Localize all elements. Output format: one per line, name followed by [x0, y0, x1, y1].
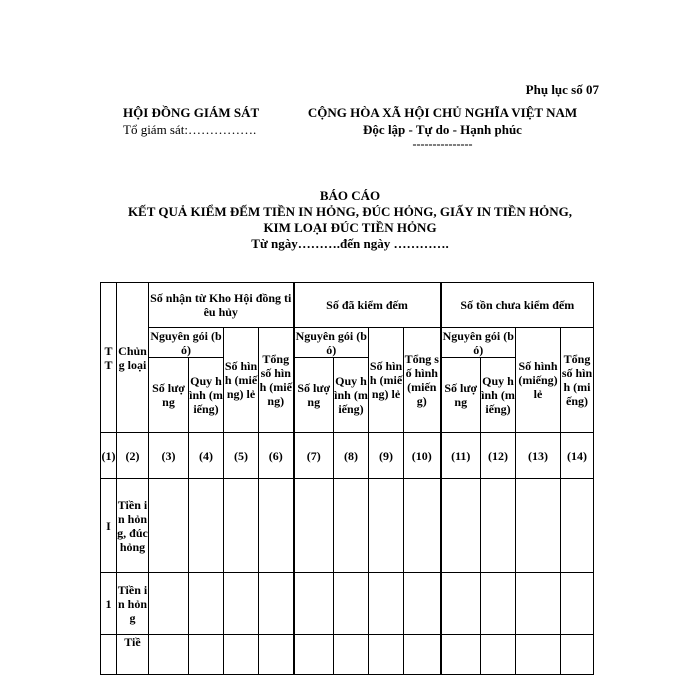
cell — [224, 573, 259, 635]
cell — [516, 479, 561, 573]
remaining-tong-so-hinh: Tổng số hình (miếng) — [561, 328, 594, 433]
report-period: Từ ngày……….đến ngày …………. — [251, 236, 449, 251]
col-number-3: (3) — [149, 433, 189, 479]
nation-name: CỘNG HÒA XÃ HỘI CHỦ NGHĨA VIỆT NAM — [307, 105, 578, 120]
col-number-14: (14) — [561, 433, 594, 479]
cell — [224, 479, 259, 573]
row-type: Tiền in hỏng, đúc hỏng — [117, 479, 149, 573]
cell — [516, 635, 561, 675]
title-line-3: KIM LOẠI ĐÚC TIỀN HỎNG — [263, 220, 437, 235]
cell — [224, 635, 259, 675]
cell — [259, 573, 294, 635]
col-number-9: (9) — [369, 433, 404, 479]
report-table — [100, 282, 594, 675]
col-number-12: (12) — [481, 433, 516, 479]
report-title — [100, 188, 600, 252]
table-row — [101, 573, 594, 635]
national-header — [290, 105, 595, 150]
title-line-1: BÁO CÁO — [319, 188, 381, 203]
cell — [189, 635, 224, 675]
cell — [334, 479, 369, 573]
col-number-10: (10) — [404, 433, 441, 479]
remaining-quy-hinh: Quy hình (miếng) — [481, 358, 516, 433]
table-row — [101, 479, 594, 573]
row-type: Tiền in hỏng — [117, 573, 149, 635]
cell — [369, 479, 404, 573]
cell — [149, 479, 189, 573]
received-quy-hinh: Quy hình (miếng) — [189, 358, 224, 433]
col-number-8: (8) — [334, 433, 369, 479]
cell — [481, 479, 516, 573]
cell — [334, 573, 369, 635]
cell — [441, 573, 481, 635]
cell — [259, 635, 294, 675]
col-number-6: (6) — [259, 433, 294, 479]
row-tt: I — [101, 479, 117, 573]
cell — [441, 479, 481, 573]
cell — [516, 573, 561, 635]
cell — [441, 635, 481, 675]
cell — [369, 573, 404, 635]
received-nguyen-goi: Nguyên gói (bó) — [150, 328, 222, 357]
council-header — [123, 105, 273, 138]
header-tt: TT — [101, 283, 117, 433]
cell — [294, 573, 334, 635]
row-tt: 1 — [101, 573, 117, 635]
cell — [404, 479, 441, 573]
cell — [189, 573, 224, 635]
received-tong-so-hinh: Tổng số hình (miếng) — [259, 328, 294, 433]
col-number-4: (4) — [189, 433, 224, 479]
col-number-1: (1) — [101, 433, 117, 479]
council-name: HỘI ĐỒNG GIÁM SÁT — [123, 105, 260, 120]
col-number-11: (11) — [441, 433, 481, 479]
counted-quy-hinh: Quy hình (miếng) — [334, 358, 369, 433]
cell — [561, 635, 594, 675]
supervision-team: Tổ giám sát:……………. — [123, 122, 257, 137]
cell — [334, 635, 369, 675]
received-so-hinh-le: Số hình (miếng) lẻ — [224, 328, 259, 433]
remaining-so-luong: Số lượng — [441, 358, 481, 433]
national-motto: Độc lập - Tự do - Hạnh phúc — [363, 122, 522, 137]
received-so-luong: Số lượng — [149, 358, 189, 433]
table-row — [101, 635, 594, 675]
title-line-2: KẾT QUẢ KIỂM ĐẾM TIỀN IN HỎNG, ĐÚC HỎNG, GIẤY IN TIỀN HỎNG, — [127, 204, 573, 219]
col-number-13: (13) — [516, 433, 561, 479]
cell — [189, 479, 224, 573]
header-chung-loai: Chủng loại — [117, 283, 149, 433]
cell — [561, 573, 594, 635]
remaining-so-hinh-le: Số hình (miếng) lẻ — [516, 328, 561, 433]
counted-so-hinh-le: Số hình (miếng) lẻ — [369, 328, 404, 433]
counted-tong-so-hinh: Tổng số hình (miếng) — [404, 328, 441, 433]
remaining-nguyen-goi: Nguyên gói (bó) — [441, 328, 516, 358]
column-number-row — [101, 433, 594, 479]
row-type: Tiề — [117, 635, 149, 675]
cell — [481, 573, 516, 635]
group-remaining: Số tồn chưa kiểm đếm — [441, 283, 594, 328]
cell — [369, 635, 404, 675]
group-counted: Số đã kiểm đếm — [294, 283, 441, 328]
counted-nguyen-goi: Nguyên gói (bó) — [294, 328, 369, 358]
appendix-label: Phụ lục số 07 — [525, 82, 599, 97]
group-received: Số nhận từ Kho Hội đồng tiêu hủy — [149, 283, 294, 328]
cell — [294, 635, 334, 675]
header-divider: --------------- — [412, 137, 473, 151]
col-number-7: (7) — [294, 433, 334, 479]
cell — [149, 635, 189, 675]
row-tt — [101, 635, 117, 675]
cell — [404, 635, 441, 675]
cell — [404, 573, 441, 635]
cell — [481, 635, 516, 675]
counted-so-luong: Số lượng — [294, 358, 334, 433]
cell — [259, 479, 294, 573]
cell — [561, 479, 594, 573]
cell — [149, 573, 189, 635]
col-number-2: (2) — [117, 433, 149, 479]
cell — [294, 479, 334, 573]
col-number-5: (5) — [224, 433, 259, 479]
